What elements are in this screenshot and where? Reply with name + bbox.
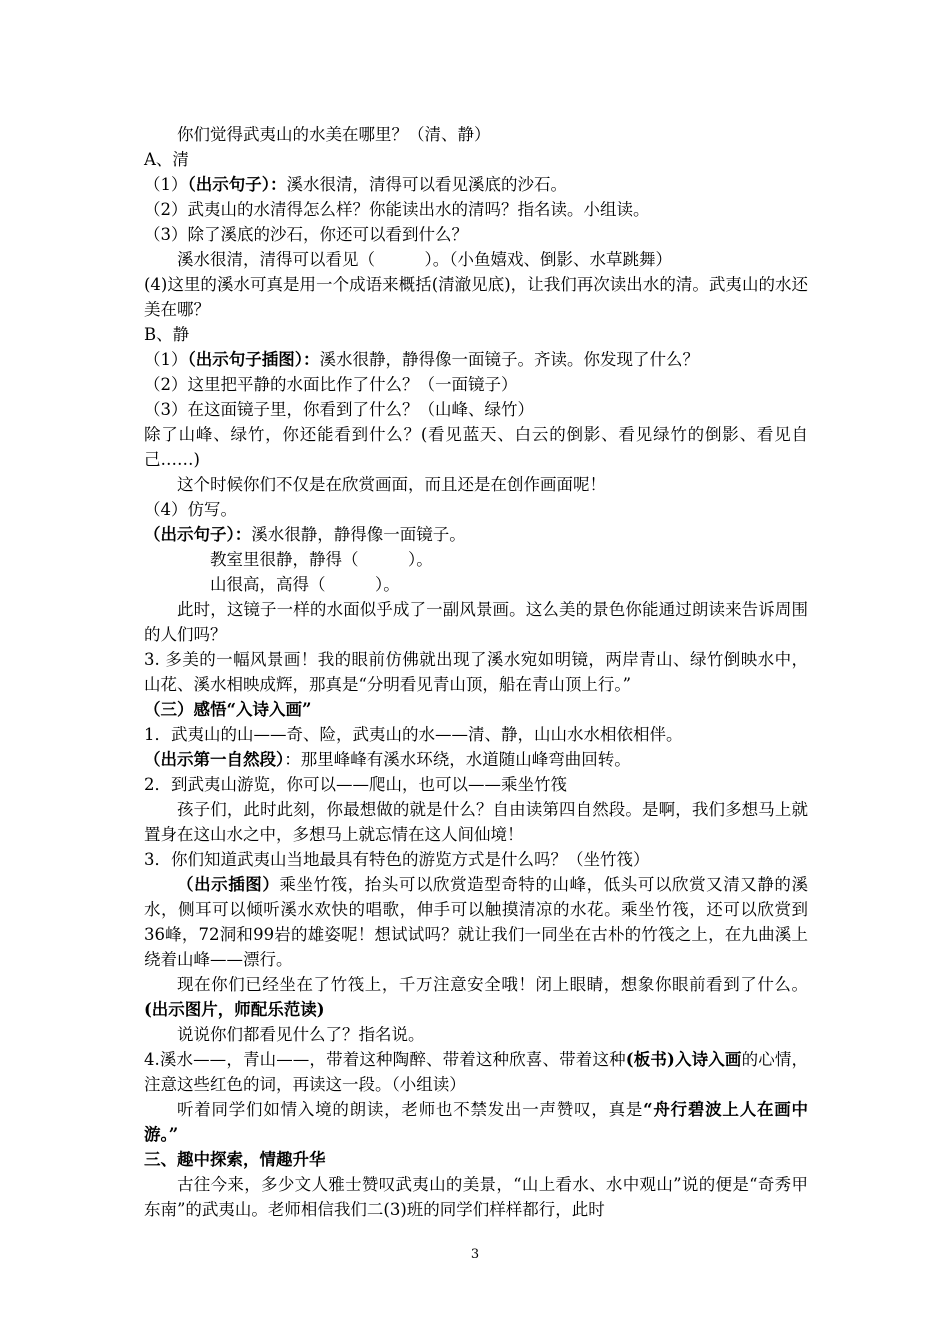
text-span: （1） [144,175,188,194]
text-line [144,522,808,547]
text-line [144,172,808,197]
bold-text: “舟行碧波上人在画中游。” [144,1100,808,1144]
text-line: 1．武夷山的山——奇、险，武夷山的水——清、静，山山水水相依相伴。 [144,725,683,744]
text-line: （三）感悟“入诗入画” [144,700,312,719]
text-line: 3. 多美的一幅风景画！我的眼前仿佛就出现了溪水宛如明镜，两岸青山、绿竹倒映水中，山花、溪水相映成辉，那真是“分明看见青山顶，船在青山顶上行。” [144,650,808,694]
text-line: 你们觉得武夷山的水美在哪里？（清、静） [177,125,491,144]
text-line: （3）在这面镜子里，你看到了什么？（山峰、绿竹） [144,400,534,419]
bold-text: (出示图片，师配乐范读) [144,1000,325,1019]
text-line [144,1097,808,1147]
text-span: 溪水很静，静得像一面镜子。齐读。你发现了什么？ [319,350,699,369]
page-number: 3 [470,1247,480,1262]
text-line: 这个时候你们不仅是在欣赏画面，而且还是在创作画面呢！ [177,475,606,494]
text-line [144,747,808,772]
page-body-text [144,122,808,1222]
text-span: 现在你们已经坐在了竹筏上，千万注意安全哦！闭上眼睛，想象你眼前看到了什么。 [177,975,808,994]
text-line: B、静 [144,325,190,344]
text-line: （3）除了溪底的沙石，你还可以看到什么？ [144,225,468,244]
text-line: （4）仿写。 [144,500,237,519]
text-line: 2．到武夷山游览，你可以——爬山，也可以——乘坐竹筏 [144,775,567,794]
text-line [144,347,808,372]
text-line: 古往今来，多少文人雅士赞叹武夷山的美景，“山上看水、水中观山”说的便是“奇秀甲东南”的武夷山。老师相信我们二(3)班的同学们样样都行，此时 [144,1175,808,1219]
bold-text: （出示句子插图）： [187,350,320,369]
bold-text: （出示句子）： [144,525,252,544]
text-span: 的心情，注意这些红色的词，再读这一段。（小组读） [144,1050,809,1094]
text-span: ：那里峰峰有溪水环绕，水道随山峰弯曲回转。 [284,750,631,769]
text-span: （1） [144,350,188,369]
bold-text: （出示插图） [177,875,280,894]
text-line: 孩子们，此时此刻，你最想做的就是什么？自由读第四自然段。是啊，我们多想马上就置身在这山水之中，多想马上就忘情在这人间仙境！ [144,800,808,844]
text-span: 溪水很清，清得可以看见溪底的沙石。 [286,175,567,194]
text-line: 山很高，高得（ ）。 [210,575,400,594]
text-line: 除了山峰、绿竹，你还能看到什么？(看见蓝天、白云的倒影、看见绿竹的倒影、看见自己……) [144,425,808,469]
text-line: 溪水很清，清得可以看见（ ）。（小鱼嬉戏、倒影、水草跳舞） [177,250,672,269]
text-line: 说说你们都看见什么了？指名说。 [177,1025,425,1044]
text-line: 此时，这镜子一样的水面似乎成了一副风景画。这么美的景色你能通过朗读来告诉周围的人们吗？ [144,600,808,644]
text-span: 4.溪水——，青山——，带着这种陶醉、带着这种欣喜、带着这种 [144,1050,626,1069]
text-line: 三、趣中探索，情趣升华 [144,1150,326,1169]
text-line [144,872,808,972]
bold-text: （出示句子）： [187,175,287,194]
text-line: （2）这里把平静的水面比作了什么？（一面镜子） [144,375,518,394]
text-line [144,972,808,1022]
text-line: A、清 [144,150,189,169]
text-span: 溪水很静，静得像一面镜子。 [251,525,466,544]
text-line: 3．你们知道武夷山当地最具有特色的游览方式是什么吗？（坐竹筏） [144,850,650,869]
bold-text: (板书)入诗入画 [625,1050,742,1069]
text-line: (4)这里的溪水可真是用一个成语来概括(清澈见底)，让我们再次读出水的清。武夷山的水还美在哪？ [144,275,808,319]
text-line: 教室里很静，静得（ ）。 [210,550,433,569]
bold-text: （出示第一自然段） [144,750,285,769]
text-span: 乘坐竹筏，抬头可以欣赏造型奇特的山峰，低头可以欣赏又清又静的溪水，侧耳可以倾听溪水欢快的唱歌，伸手可以触摸清凉的水花。乘坐竹筏，还可以欣赏到36峰，72洞和99岩的雄姿呢！想试试吗？就让我们一同坐在古朴的竹筏之上，在九曲溪上绕着山峰——漂行。 [144,875,809,969]
text-line [144,1047,808,1097]
text-span: 听着同学们如情入境的朗读，老师也不禁发出一声赞叹，真是 [177,1100,644,1119]
text-line: （2）武夷山的水清得怎么样？你能读出水的清吗？指名读。小组读。 [144,200,650,219]
